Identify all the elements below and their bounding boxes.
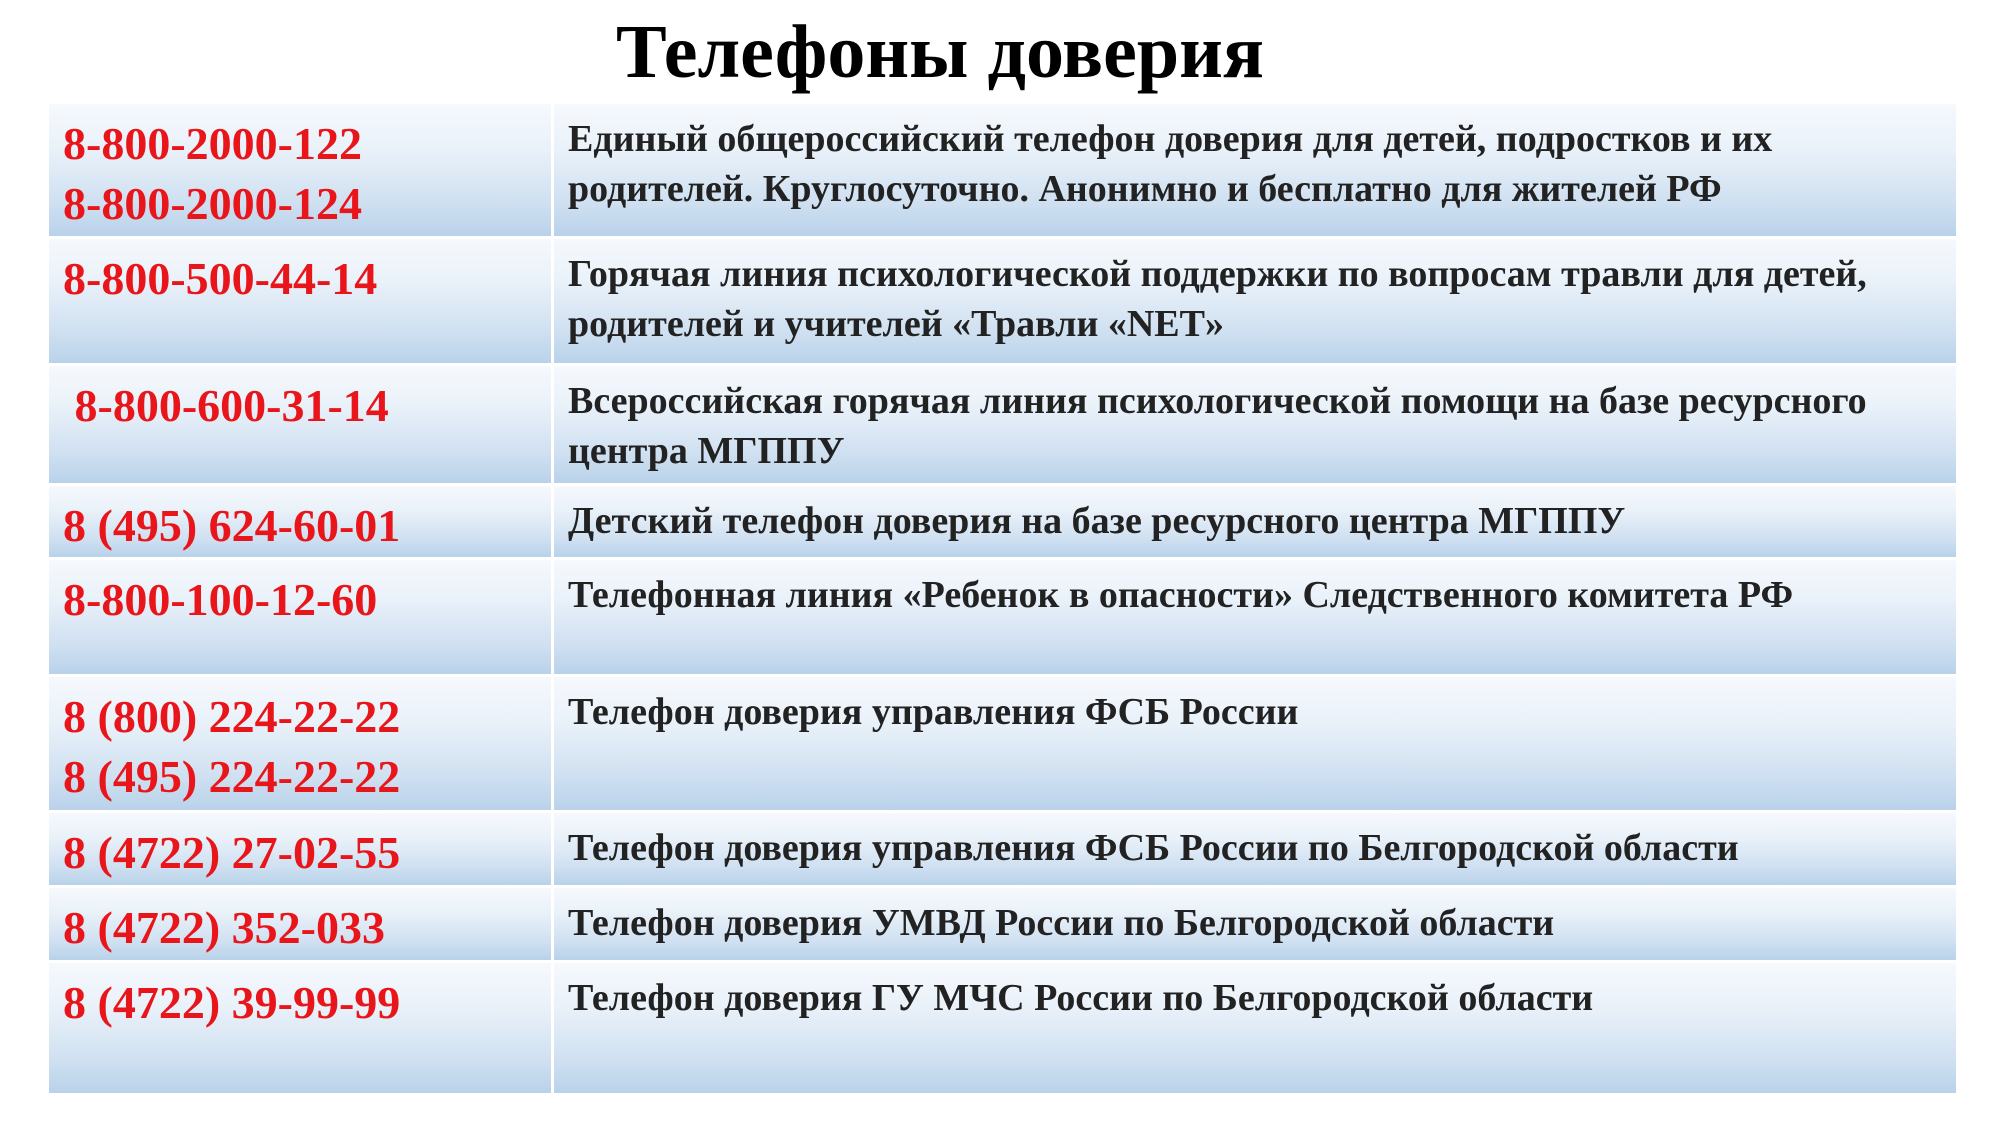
table-row: [49, 486, 1956, 560]
phone-cell: [49, 560, 554, 674]
table-row: [49, 239, 1956, 366]
table-row: [49, 366, 1956, 486]
table-row: [49, 560, 1956, 677]
table-row: [49, 677, 1956, 813]
hotline-table: [49, 104, 1956, 1093]
page-title: Телефоны доверия: [615, 10, 1265, 94]
hotline-description: Детский телефон доверия на базе ресурсного центра МГППУ: [568, 500, 1626, 542]
phone-number: 8 (4722) 27-02-55: [63, 827, 401, 878]
phone-cell: [49, 677, 554, 810]
description-cell: [554, 560, 1956, 674]
description-cell: [554, 888, 1956, 960]
description-cell: [554, 486, 1956, 557]
phone-number: 8 (495) 624-60-01: [63, 500, 401, 551]
phone-number: 8-800-500-44-14: [63, 253, 378, 304]
hotline-description: Единый общероссийский телефон доверия для детей, подростков и их родителей. Круглосуточно. Анонимно и бесплатно для жителей РФ: [568, 118, 1773, 210]
phone-number: 8-800-2000-122: [63, 118, 362, 169]
description-cell: [554, 677, 1956, 810]
description-cell: [554, 104, 1956, 236]
hotline-description: Телефон доверия управления ФСБ России: [568, 691, 1299, 733]
hotline-description: Телефон доверия ГУ МЧС России по Белгородской области: [568, 977, 1594, 1019]
table-row: [49, 888, 1956, 963]
hotline-description: Телефонная линия «Ребенок в опасности» Следственного комитета РФ: [568, 574, 1794, 616]
hotline-description: Телефон доверия УМВД России по Белгородской области: [568, 902, 1555, 944]
phone-number: 8-800-2000-124: [63, 178, 362, 229]
phone-number: 8-800-600-31-14: [63, 380, 389, 431]
phone-cell: [49, 888, 554, 960]
description-cell: [554, 239, 1956, 363]
description-cell: [554, 813, 1956, 885]
phone-cell: [49, 366, 554, 483]
phone-cell: [49, 486, 554, 557]
table-row: [49, 104, 1956, 239]
phone-cell: [49, 813, 554, 885]
phone-number: 8-800-100-12-60: [63, 574, 378, 625]
hotline-description: Всероссийская горячая линия психологической помощи на базе ресурсного центра МГППУ: [568, 380, 1867, 472]
phone-number: 8 (495) 224-22-22: [63, 751, 401, 802]
phone-number: 8 (800) 224-22-22: [63, 691, 401, 742]
hotline-description: Горячая линия психологической поддержки по вопросам травли для детей, родителей и учителей «Травли «NET»: [568, 253, 1867, 345]
description-cell: [554, 366, 1956, 483]
phone-number: 8 (4722) 39-99-99: [63, 977, 401, 1028]
description-cell: [554, 963, 1956, 1093]
table-row: [49, 963, 1956, 1093]
phone-cell: [49, 104, 554, 236]
hotline-description: Телефон доверия управления ФСБ России по Белгородской области: [568, 827, 1739, 869]
phone-cell: [49, 239, 554, 363]
phone-number: 8 (4722) 352-033: [63, 902, 385, 953]
phone-cell: [49, 963, 554, 1093]
table-row: [49, 813, 1956, 888]
